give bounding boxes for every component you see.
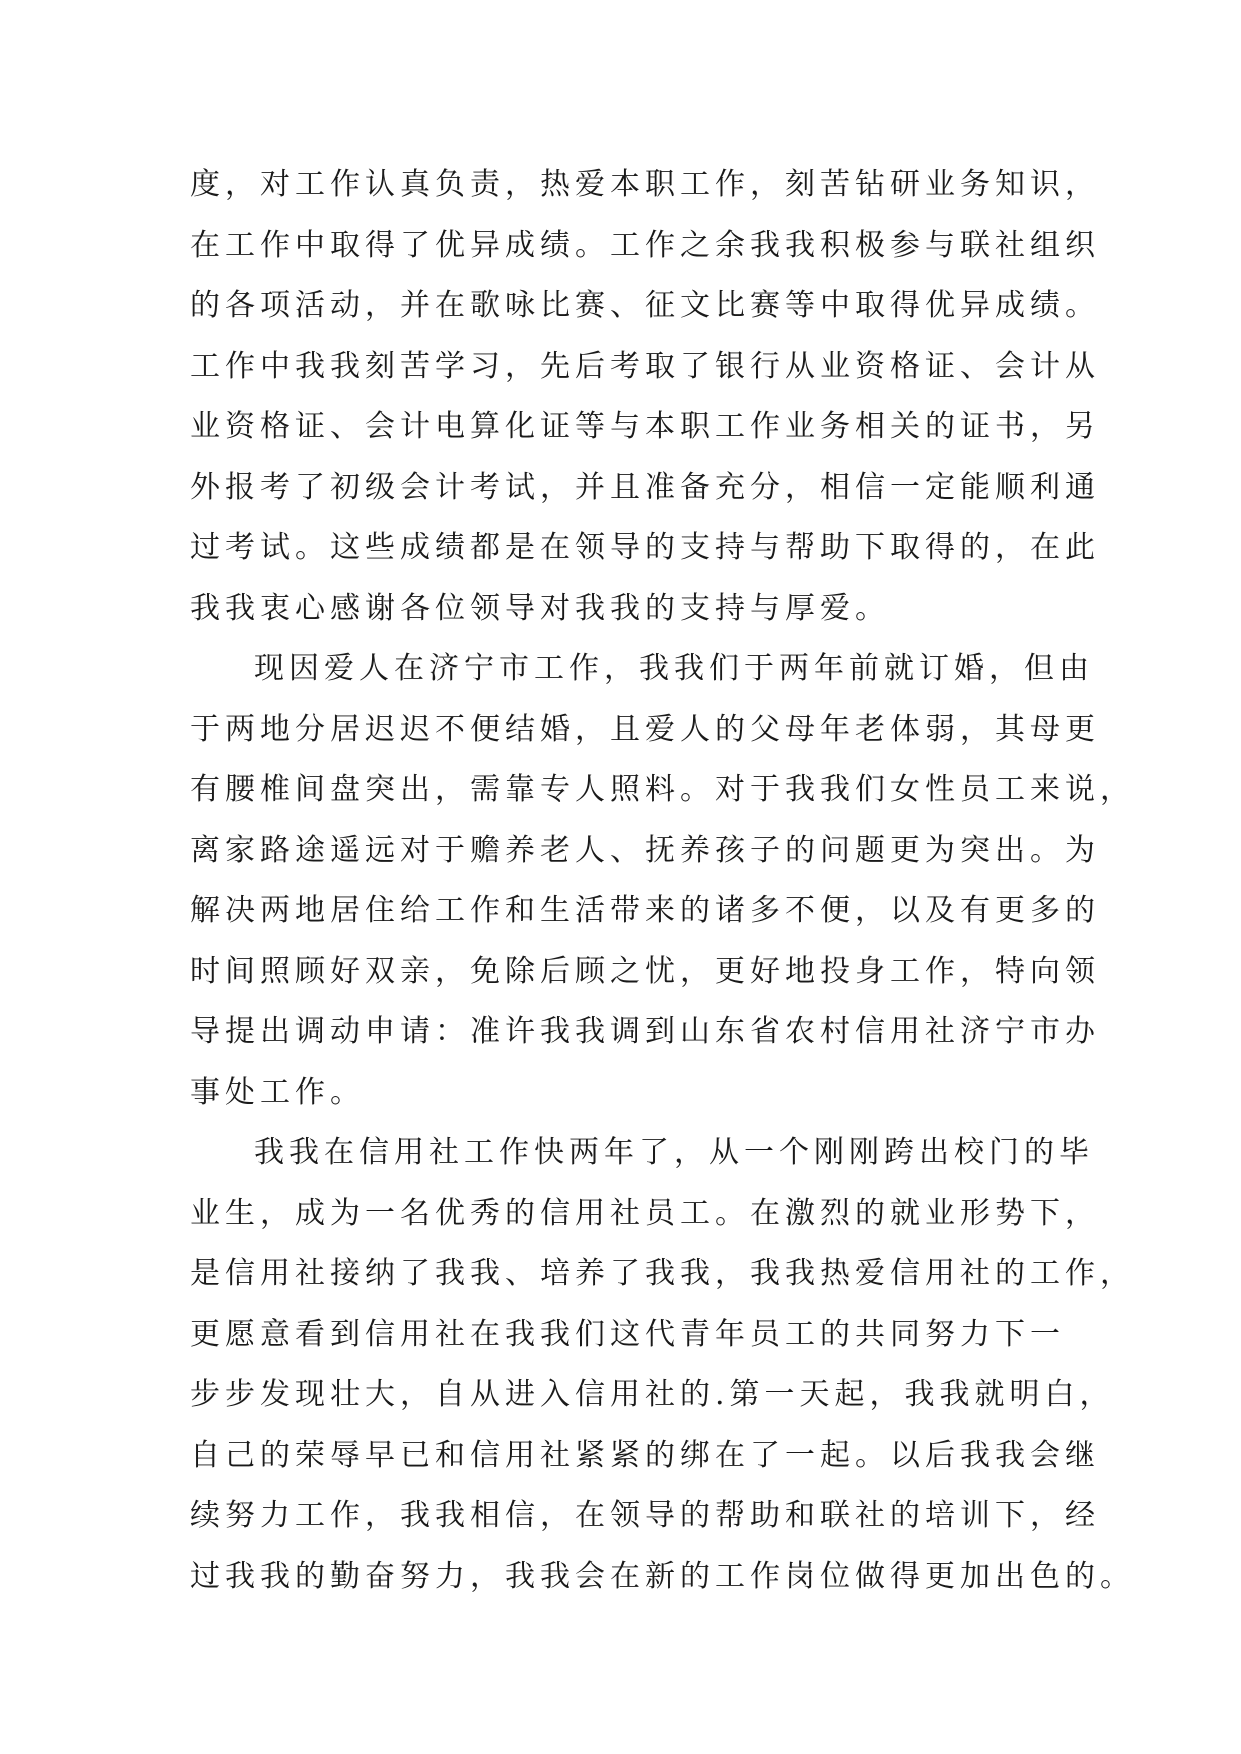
paragraph-first-line: 现因爱人在济宁市工作，我我们于两年前就订婚，但由 xyxy=(254,651,1094,686)
text-line: 导提出调动申请：准许我我调到山东省农村信用社济宁市办 xyxy=(190,1014,1100,1049)
text-line: 过我我的勤奋努力，我我会在新的工作岗位做得更加出色的。 xyxy=(190,1558,1135,1594)
text-line: 事处工作。 xyxy=(190,1074,365,1110)
text-line: 离家路途遥远对于赡养老人、抚养孩子的问题更为突出。为 xyxy=(190,832,1100,868)
text-line: 步步发现壮大，自从进入信用社的.第一天起，我我就明白， xyxy=(190,1377,1115,1412)
text-line: 时间照顾好双亲，免除后顾之忧，更好地投身工作，特向领 xyxy=(190,953,1100,989)
text-line: 在工作中取得了优异成绩。工作之余我我积极参与联社组织 xyxy=(190,227,1100,263)
text-line: 续努力工作，我我相信，在领导的帮助和联社的培训下，经 xyxy=(190,1498,1100,1533)
text-line: 更愿意看到信用社在我我们这代青年员工的共同努力下一 xyxy=(190,1316,1065,1352)
text-line: 过考试。这些成绩都是在领导的支持与帮助下取得的，在此 xyxy=(190,530,1100,565)
text-line: 的各项活动，并在歌咏比赛、征文比赛等中取得优异成绩。 xyxy=(190,288,1100,323)
document-body xyxy=(190,155,1135,1607)
text-line: 自己的荣辱早已和信用社紧紧的绑在了一起。以后我我会继 xyxy=(190,1437,1100,1473)
paragraph-first-line: 我我在信用社工作快两年了，从一个刚刚跨出校门的毕 xyxy=(254,1135,1094,1170)
text-line: 度，对工作认真负责，热爱本职工作，刻苦钻研业务知识， xyxy=(190,167,1100,202)
text-line: 工作中我我刻苦学习，先后考取了银行从业资格证、会计从 xyxy=(190,348,1100,384)
text-line: 我我衷心感谢各位领导对我我的支持与厚爱。 xyxy=(190,590,890,626)
text-line: 于两地分居迟迟不便结婚，且爱人的父母年老体弱，其母更 xyxy=(190,711,1100,747)
text-line: 解决两地居住给工作和生活带来的诸多不便，以及有更多的 xyxy=(190,893,1100,928)
text-line: 业资格证、会计电算化证等与本职工作业务相关的证书，另 xyxy=(190,409,1100,444)
text-line: 是信用社接纳了我我、培养了我我，我我热爱信用社的工作， xyxy=(190,1256,1135,1291)
text-line: 业生，成为一名优秀的信用社员工。在激烈的就业形势下， xyxy=(190,1195,1100,1231)
text-line: 有腰椎间盘突出，需靠专人照料。对于我我们女性员工来说， xyxy=(190,772,1135,807)
text-line: 外报考了初级会计考试，并且准备充分，相信一定能顺利通 xyxy=(190,469,1100,505)
